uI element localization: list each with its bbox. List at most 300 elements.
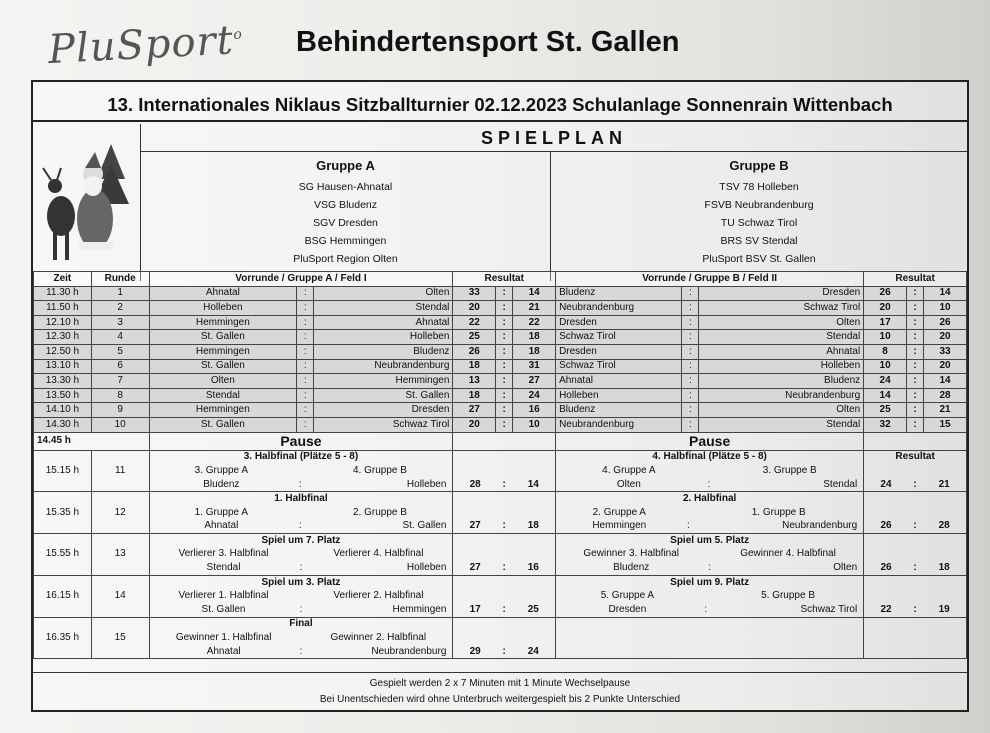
separator: : bbox=[502, 478, 506, 490]
separator: : bbox=[686, 520, 690, 532]
round-time: 12.30 h bbox=[34, 330, 92, 345]
final-match bbox=[559, 534, 860, 575]
final-row bbox=[34, 450, 967, 492]
score-away-b: 21 bbox=[924, 403, 967, 418]
round-time: 12.10 h bbox=[34, 315, 92, 330]
final-title: Spiel um 5. Platz bbox=[670, 534, 750, 546]
final-score bbox=[453, 492, 556, 534]
final-title: 3. Halbfinal (Plätze 5 - 8) bbox=[243, 451, 359, 463]
team-away-a: Schwaz Tirol bbox=[314, 417, 453, 432]
score-home-a: 27 bbox=[453, 403, 496, 418]
final-title: 2. Halbfinal bbox=[682, 493, 737, 505]
score-home-a: 13 bbox=[453, 374, 496, 389]
separator: : bbox=[297, 403, 314, 418]
team-home-a: St. Gallen bbox=[149, 330, 297, 345]
team-home-b: Dresden bbox=[556, 344, 682, 359]
team-home-b: Ahnatal bbox=[556, 374, 682, 389]
separator: : bbox=[708, 562, 711, 574]
separator: : bbox=[906, 315, 923, 330]
col-vorrunde-b: Vorrunde / Gruppe B / Feld II bbox=[556, 272, 864, 287]
score-away: 19 bbox=[938, 603, 950, 615]
round-number: 11 bbox=[91, 450, 149, 492]
separator: : bbox=[906, 330, 923, 345]
group-a-team: VSG Bludenz bbox=[313, 199, 378, 211]
score-away-a: 14 bbox=[513, 286, 556, 301]
team-home-a: Olten bbox=[149, 374, 297, 389]
separator: : bbox=[906, 286, 923, 301]
score-home: 24 bbox=[880, 478, 892, 490]
final-score bbox=[864, 450, 967, 492]
score-away-a: 24 bbox=[513, 388, 556, 403]
spacer bbox=[867, 548, 963, 562]
team-away-a: Hemmingen bbox=[314, 374, 453, 389]
team-home-b: Bludenz bbox=[556, 403, 682, 418]
final-a bbox=[149, 492, 453, 534]
final-score bbox=[453, 534, 556, 576]
round-number: 10 bbox=[91, 417, 149, 432]
final-b bbox=[556, 534, 864, 576]
seed-left: Gewinner 3. Halbfinal bbox=[583, 548, 680, 560]
team-home-b: Neubrandenburg bbox=[556, 417, 682, 432]
separator: : bbox=[913, 603, 917, 615]
seed-left: Verlierer 3. Halbfinal bbox=[178, 548, 269, 560]
score-home-b: 14 bbox=[864, 388, 907, 403]
score-home: 22 bbox=[880, 603, 892, 615]
separator: : bbox=[496, 388, 513, 403]
final-title: 1. Halbfinal bbox=[274, 493, 328, 505]
score-home-a: 20 bbox=[453, 301, 496, 316]
team-away-a: St. Gallen bbox=[314, 388, 453, 403]
final-a bbox=[149, 534, 453, 576]
score-home-b: 26 bbox=[864, 286, 907, 301]
table-row bbox=[34, 417, 967, 432]
seed-right: 4. Gruppe B bbox=[352, 464, 407, 476]
separator: : bbox=[496, 374, 513, 389]
separator: : bbox=[906, 388, 923, 403]
round-time: 13.30 h bbox=[34, 374, 92, 389]
separator: : bbox=[707, 478, 711, 490]
final-title: Spiel um 3. Platz bbox=[261, 576, 341, 588]
spacer bbox=[867, 464, 963, 478]
round-time: 15.15 h bbox=[34, 450, 92, 492]
score-away-a: 27 bbox=[513, 374, 556, 389]
team-away: Stendal bbox=[823, 478, 858, 490]
final-score bbox=[864, 575, 967, 617]
team-away: Hemmingen bbox=[392, 603, 447, 615]
table-header-row bbox=[34, 272, 967, 287]
final-match bbox=[153, 576, 450, 617]
separator: : bbox=[297, 359, 314, 374]
pause-time: 14.45 h bbox=[34, 432, 150, 450]
separator: : bbox=[906, 359, 923, 374]
team-home-b: Bludenz bbox=[556, 286, 682, 301]
team-away: Olten bbox=[833, 562, 858, 574]
team-away-b: Ahnatal bbox=[699, 344, 864, 359]
spacer bbox=[456, 464, 552, 478]
separator: : bbox=[906, 301, 923, 316]
empty-cell bbox=[864, 432, 967, 450]
separator: : bbox=[704, 603, 708, 615]
event-title: 13. Internationales Niklaus Sitzballturnier 02.12.2023 Schulanlage Sonnenrain Wittenbach bbox=[33, 88, 967, 122]
separator: : bbox=[299, 645, 303, 657]
score-home-a: 26 bbox=[453, 344, 496, 359]
score-away: 28 bbox=[938, 520, 950, 532]
plusport-logo: PluSport$^o$ bbox=[46, 17, 244, 74]
spacer bbox=[294, 589, 307, 603]
score-away-b: 15 bbox=[924, 417, 967, 432]
spacer bbox=[456, 451, 552, 465]
page-title: Behindertensport St. Gallen bbox=[296, 26, 680, 58]
separator: : bbox=[906, 417, 923, 432]
team-away-b: Stendal bbox=[699, 417, 864, 432]
final-match bbox=[153, 534, 450, 575]
separator: : bbox=[297, 374, 314, 389]
group-a-team: SG Hausen-Ahnatal bbox=[298, 181, 393, 193]
score-away-a: 21 bbox=[513, 301, 556, 316]
final-score bbox=[453, 617, 556, 659]
score-away-b: 14 bbox=[924, 374, 967, 389]
team-away-b: Olten bbox=[699, 315, 864, 330]
spacer bbox=[867, 534, 963, 548]
score-away: 24 bbox=[527, 645, 539, 657]
team-away: St. Gallen bbox=[402, 520, 447, 532]
team-home-b: Schwaz Tirol bbox=[556, 330, 682, 345]
round-number: 8 bbox=[91, 388, 149, 403]
separator: : bbox=[496, 417, 513, 432]
spacer bbox=[867, 492, 963, 506]
spacer bbox=[696, 589, 716, 603]
separator: : bbox=[297, 315, 314, 330]
final-match bbox=[153, 492, 450, 533]
score-home-a: 22 bbox=[453, 315, 496, 330]
spacer bbox=[295, 631, 307, 645]
separator: : bbox=[913, 520, 917, 532]
score-home-b: 10 bbox=[864, 330, 907, 345]
schedule-sheet bbox=[31, 80, 969, 712]
score-home: 27 bbox=[469, 520, 481, 532]
round-time: 15.35 h bbox=[34, 492, 92, 534]
separator: : bbox=[502, 645, 506, 657]
seed-right: 2. Gruppe B bbox=[352, 506, 407, 518]
final-row bbox=[34, 575, 967, 617]
team-home-a: St. Gallen bbox=[149, 359, 297, 374]
seed-left: Verlierer 1. Halbfinal bbox=[178, 590, 269, 602]
team-away-a: Olten bbox=[314, 286, 453, 301]
group-a-team: PluSport Region Olten bbox=[293, 253, 398, 265]
spacer bbox=[290, 506, 310, 520]
group-b-team: PluSport BSV St. Gallen bbox=[702, 253, 816, 265]
separator: : bbox=[297, 301, 314, 316]
spacer bbox=[703, 548, 715, 562]
table-row bbox=[34, 403, 967, 418]
separator: : bbox=[682, 330, 699, 345]
score-away-a: 16 bbox=[513, 403, 556, 418]
team-away: Schwaz Tirol bbox=[800, 603, 858, 615]
score-away-a: 22 bbox=[513, 315, 556, 330]
team-home: Stendal bbox=[206, 562, 241, 574]
score-away-a: 18 bbox=[513, 330, 556, 345]
final-title: 4. Halbfinal (Plätze 5 - 8) bbox=[652, 451, 767, 463]
seed-right: Verlierer 2. Halbfinal bbox=[333, 590, 424, 602]
table-row bbox=[34, 359, 967, 374]
spacer bbox=[680, 506, 698, 520]
group-b-team: TU Schwaz Tirol bbox=[720, 217, 798, 229]
col-runde: Runde bbox=[91, 272, 149, 287]
team-home: Ahnatal bbox=[204, 520, 239, 532]
final-score bbox=[864, 492, 967, 534]
team-away-b: Bludenz bbox=[699, 374, 864, 389]
spacer bbox=[699, 464, 720, 478]
separator: : bbox=[496, 330, 513, 345]
team-away: Neubrandenburg bbox=[371, 645, 447, 657]
score-home-a: 20 bbox=[453, 417, 496, 432]
separator: : bbox=[297, 417, 314, 432]
round-number: 14 bbox=[91, 575, 149, 617]
team-away-b: Holleben bbox=[699, 359, 864, 374]
table-row bbox=[34, 388, 967, 403]
round-time: 15.55 h bbox=[34, 534, 92, 576]
footer-notes bbox=[33, 672, 967, 710]
spacer bbox=[290, 464, 310, 478]
separator: : bbox=[502, 603, 506, 615]
separator: : bbox=[496, 315, 513, 330]
seed-right: Gewinner 2. Halbfinal bbox=[330, 632, 427, 644]
separator: : bbox=[682, 315, 699, 330]
final-title: Spiel um 9. Platz bbox=[670, 576, 750, 588]
team-home: Dresden bbox=[608, 603, 647, 615]
score-away-b: 10 bbox=[924, 301, 967, 316]
group-b-team: FSVB Neubrandenburg bbox=[704, 199, 814, 211]
team-home: Hemmingen bbox=[592, 520, 647, 532]
santa-illustration bbox=[33, 124, 139, 274]
team-home-a: Hemmingen bbox=[149, 344, 297, 359]
seed-right: 5. Gruppe B bbox=[761, 590, 815, 602]
score-home: 26 bbox=[880, 520, 892, 532]
group-a-title: Gruppe A bbox=[316, 158, 375, 173]
separator: : bbox=[299, 562, 303, 574]
team-away-b: Schwaz Tirol bbox=[699, 301, 864, 316]
team-home-a: St. Gallen bbox=[149, 417, 297, 432]
col-resultat-b: Resultat bbox=[864, 272, 967, 287]
separator: : bbox=[298, 478, 302, 490]
final-a bbox=[149, 617, 453, 659]
round-number: 6 bbox=[91, 359, 149, 374]
group-b-list bbox=[551, 152, 967, 281]
team-away-b: Neubrandenburg bbox=[699, 388, 864, 403]
round-time: 13.10 h bbox=[34, 359, 92, 374]
resultat-label: Resultat bbox=[895, 451, 935, 463]
team-away-a: Bludenz bbox=[314, 344, 453, 359]
empty-cell bbox=[864, 617, 967, 659]
footer-line: Bei Unentschieden wird ohne Unterbruch weitergespielt bis 2 Punkte Unterschied bbox=[319, 694, 681, 705]
group-a-list bbox=[141, 152, 551, 281]
score-away: 18 bbox=[938, 562, 950, 574]
team-home-a: Stendal bbox=[149, 388, 297, 403]
separator: : bbox=[297, 344, 314, 359]
spacer bbox=[456, 631, 552, 645]
group-a-team: SGV Dresden bbox=[313, 217, 378, 229]
score-away-b: 28 bbox=[924, 388, 967, 403]
separator: : bbox=[496, 403, 513, 418]
final-match bbox=[153, 618, 450, 659]
final-a bbox=[149, 575, 453, 617]
round-time: 16.35 h bbox=[34, 617, 92, 659]
separator: : bbox=[496, 359, 513, 374]
score-home: 17 bbox=[469, 603, 481, 615]
final-match bbox=[153, 451, 450, 492]
col-zeit: Zeit bbox=[34, 272, 92, 287]
score-home-b: 17 bbox=[864, 315, 907, 330]
round-number: 9 bbox=[91, 403, 149, 418]
round-number: 1 bbox=[91, 286, 149, 301]
score-away: 14 bbox=[527, 478, 539, 490]
team-home: Ahnatal bbox=[206, 645, 241, 657]
final-b bbox=[556, 492, 864, 534]
separator: : bbox=[496, 301, 513, 316]
team-away: Holleben bbox=[406, 562, 447, 574]
score-home: 29 bbox=[469, 645, 481, 657]
score-away-b: 14 bbox=[924, 286, 967, 301]
team-away: Holleben bbox=[406, 478, 447, 490]
empty-cell bbox=[453, 432, 556, 450]
spacer bbox=[456, 618, 552, 632]
score-away: 16 bbox=[527, 562, 539, 574]
round-time: 14.10 h bbox=[34, 403, 92, 418]
team-away-a: Dresden bbox=[314, 403, 453, 418]
seed-left: 1. Gruppe A bbox=[194, 506, 249, 518]
spacer bbox=[867, 506, 963, 520]
group-b-team: BRS SV Stendal bbox=[720, 235, 798, 247]
empty-cell bbox=[556, 617, 864, 659]
team-home-b: Neubrandenburg bbox=[556, 301, 682, 316]
score-home-a: 18 bbox=[453, 359, 496, 374]
team-home: Bludenz bbox=[613, 562, 650, 574]
score-home-b: 10 bbox=[864, 359, 907, 374]
round-number: 7 bbox=[91, 374, 149, 389]
team-away: Neubrandenburg bbox=[782, 520, 858, 532]
spacer bbox=[456, 589, 552, 603]
score-home: 28 bbox=[469, 478, 481, 490]
spacer bbox=[294, 548, 307, 562]
final-score bbox=[453, 450, 556, 492]
team-away-a: Holleben bbox=[314, 330, 453, 345]
score-away-b: 26 bbox=[924, 315, 967, 330]
separator: : bbox=[682, 417, 699, 432]
team-home-a: Hemmingen bbox=[149, 403, 297, 418]
table-row bbox=[34, 344, 967, 359]
spacer bbox=[456, 576, 552, 590]
team-away-b: Dresden bbox=[699, 286, 864, 301]
pause-label-b: Pause bbox=[556, 432, 864, 450]
seed-left: 3. Gruppe A bbox=[194, 464, 249, 476]
score-away-b: 33 bbox=[924, 344, 967, 359]
round-number: 3 bbox=[91, 315, 149, 330]
spacer bbox=[456, 548, 552, 562]
seed-right: Verlierer 4. Halbfinal bbox=[333, 548, 424, 560]
spacer bbox=[867, 576, 963, 590]
round-number: 12 bbox=[91, 492, 149, 534]
seed-right: Gewinner 4. Halbfinal bbox=[740, 548, 836, 560]
round-number: 4 bbox=[91, 330, 149, 345]
col-vorrunde-a: Vorrunde / Gruppe A / Feld I bbox=[149, 272, 453, 287]
separator: : bbox=[502, 562, 506, 574]
table-row bbox=[34, 286, 967, 301]
score-home-a: 25 bbox=[453, 330, 496, 345]
team-home: Olten bbox=[616, 478, 641, 490]
score-away-b: 20 bbox=[924, 359, 967, 374]
round-time: 11.50 h bbox=[34, 301, 92, 316]
seed-right: 3. Gruppe B bbox=[762, 464, 817, 476]
score-away: 21 bbox=[938, 478, 950, 490]
team-home-b: Holleben bbox=[556, 388, 682, 403]
final-row bbox=[34, 534, 967, 576]
table-row bbox=[34, 315, 967, 330]
score-home-b: 32 bbox=[864, 417, 907, 432]
separator: : bbox=[682, 374, 699, 389]
team-home-a: Ahnatal bbox=[149, 286, 297, 301]
final-row bbox=[34, 617, 967, 659]
final-match bbox=[559, 576, 860, 617]
separator: : bbox=[682, 301, 699, 316]
score-home-b: 25 bbox=[864, 403, 907, 418]
separator: : bbox=[682, 344, 699, 359]
spielplan-heading: SPIELPLAN bbox=[141, 124, 967, 152]
final-title: Final bbox=[289, 618, 313, 630]
score-home: 26 bbox=[880, 562, 892, 574]
team-away-a: Ahnatal bbox=[314, 315, 453, 330]
spacer bbox=[456, 534, 552, 548]
spacer bbox=[456, 506, 552, 520]
score-home: 27 bbox=[469, 562, 481, 574]
round-time: 13.50 h bbox=[34, 388, 92, 403]
final-match bbox=[559, 492, 860, 533]
final-title: Spiel um 7. Platz bbox=[261, 534, 341, 546]
round-time: 14.30 h bbox=[34, 417, 92, 432]
score-away-b: 20 bbox=[924, 330, 967, 345]
separator: : bbox=[496, 286, 513, 301]
score-away-a: 10 bbox=[513, 417, 556, 432]
separator: : bbox=[906, 403, 923, 418]
table-row bbox=[34, 330, 967, 345]
score-home-b: 8 bbox=[864, 344, 907, 359]
separator: : bbox=[682, 403, 699, 418]
final-b bbox=[556, 450, 864, 492]
separator: : bbox=[502, 520, 506, 532]
separator: : bbox=[298, 520, 302, 532]
team-away-b: Olten bbox=[699, 403, 864, 418]
separator: : bbox=[682, 286, 699, 301]
seed-left: 4. Gruppe A bbox=[602, 464, 656, 476]
round-number: 15 bbox=[91, 617, 149, 659]
separator: : bbox=[299, 603, 303, 615]
group-a-team: BSG Hemmingen bbox=[304, 235, 387, 247]
round-number: 5 bbox=[91, 344, 149, 359]
score-away: 18 bbox=[527, 520, 539, 532]
team-away-b: Stendal bbox=[699, 330, 864, 345]
separator: : bbox=[297, 388, 314, 403]
group-b-title: Gruppe B bbox=[729, 158, 789, 173]
score-home-b: 24 bbox=[864, 374, 907, 389]
seed-left: 5. Gruppe A bbox=[600, 590, 655, 602]
seed-right: 1. Gruppe B bbox=[751, 506, 806, 518]
final-score bbox=[864, 534, 967, 576]
score-away: 25 bbox=[527, 603, 539, 615]
round-time: 16.15 h bbox=[34, 575, 92, 617]
table-row bbox=[34, 301, 967, 316]
team-home-b: Schwaz Tirol bbox=[556, 359, 682, 374]
spacer bbox=[456, 492, 552, 506]
score-home-b: 20 bbox=[864, 301, 907, 316]
